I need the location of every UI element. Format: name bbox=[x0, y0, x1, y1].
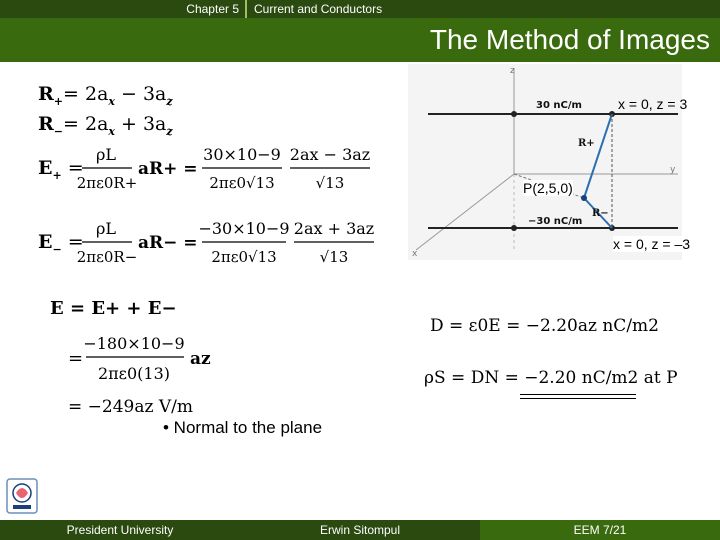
e-total-line1: E = E+ + E− bbox=[50, 298, 177, 319]
svg-text:E+ =: $E_+$ = bbox=[38, 157, 84, 182]
normal-to-plane-bullet: • Normal to the plane bbox=[163, 418, 323, 437]
e-minus-frac3-den: √13 bbox=[319, 248, 349, 266]
footer-page: EEM 7/21 bbox=[480, 520, 720, 540]
e-minus-equation bbox=[38, 219, 374, 266]
e-minus-frac3-num: 2ax + 3az bbox=[293, 219, 375, 238]
equations-panel bbox=[30, 74, 410, 414]
title-bar bbox=[0, 18, 720, 62]
header-divider bbox=[245, 0, 247, 18]
axis-x-label: x bbox=[412, 249, 418, 259]
figure-background bbox=[408, 64, 682, 260]
e-plus-vector: aR+ = bbox=[138, 159, 198, 179]
university-logo bbox=[6, 478, 38, 514]
footer-institution: President University bbox=[66, 523, 174, 537]
e-plus-frac1-num: ρL bbox=[95, 145, 117, 164]
r-plus-label: R+ bbox=[578, 138, 595, 149]
top-line-caption: x = 0, z = 3 bbox=[618, 96, 688, 112]
chapter-label: Chapter 5 bbox=[186, 2, 239, 16]
slide-title: The Method of Images bbox=[429, 24, 710, 55]
r-plus-equation: $R_+= 2a_x - 3a_z$ bbox=[38, 83, 173, 108]
e-plus-frac2-num: 30×10−9 bbox=[203, 145, 281, 164]
e-plus-frac2-den: 2πε0√13 bbox=[209, 174, 275, 192]
e-minus-frac2-num: −30×10−9 bbox=[198, 219, 290, 238]
e-total-vector: az bbox=[190, 349, 211, 369]
axis-z-label: z bbox=[510, 66, 515, 76]
e-minus-frac1-num: ρL bbox=[95, 219, 117, 238]
result-underline bbox=[520, 394, 636, 399]
bottom-line-label: −30 nC/m bbox=[528, 216, 583, 227]
header-bar bbox=[0, 0, 720, 18]
r-minus-equation: $R_-= 2a_x + 3a_z$ bbox=[38, 113, 173, 138]
e-minus-frac1-den: 2πε0R− bbox=[76, 248, 138, 266]
e-minus-frac2-den: 2πε0√13 bbox=[211, 248, 277, 266]
axis-y-label: y bbox=[670, 165, 676, 175]
d-field-equation: D = ε0E = −2.20az nC/m2 bbox=[430, 316, 659, 336]
top-line-origin-dot bbox=[511, 111, 517, 117]
svg-text:=: = bbox=[68, 348, 84, 369]
point-p-label: P(2,5,0) bbox=[523, 180, 573, 196]
e-total-result: = −249az V/m bbox=[68, 397, 193, 414]
e-total-num: −180×10−9 bbox=[83, 334, 185, 353]
footer-bar bbox=[0, 520, 720, 540]
svg-text:E− =: $E_-$ = bbox=[38, 231, 84, 256]
e-minus-vector: aR− = bbox=[138, 233, 198, 253]
topic-label: Current and Conductors bbox=[254, 2, 383, 16]
e-plus-frac3-den: √13 bbox=[315, 174, 345, 192]
bottom-line-caption: x = 0, z = –3 bbox=[613, 236, 691, 252]
point-p-dot bbox=[581, 195, 587, 201]
e-plus-frac3-num: 2ax − 3az bbox=[289, 145, 371, 164]
footer-author: Erwin Sitompul bbox=[319, 523, 401, 537]
e-total-den: 2πε0(13) bbox=[97, 364, 171, 383]
surface-charge-equation: ρS = DN = −2.20 nC/m2 at P bbox=[424, 368, 678, 388]
r-minus-label: R− bbox=[592, 208, 609, 219]
bottom-line-origin-dot bbox=[511, 225, 517, 231]
e-plus-frac1-den: 2πε0R+ bbox=[76, 174, 138, 192]
top-line-label: 30 nC/m bbox=[536, 100, 582, 111]
image-charge-figure bbox=[408, 64, 682, 260]
e-plus-equation bbox=[38, 145, 370, 192]
